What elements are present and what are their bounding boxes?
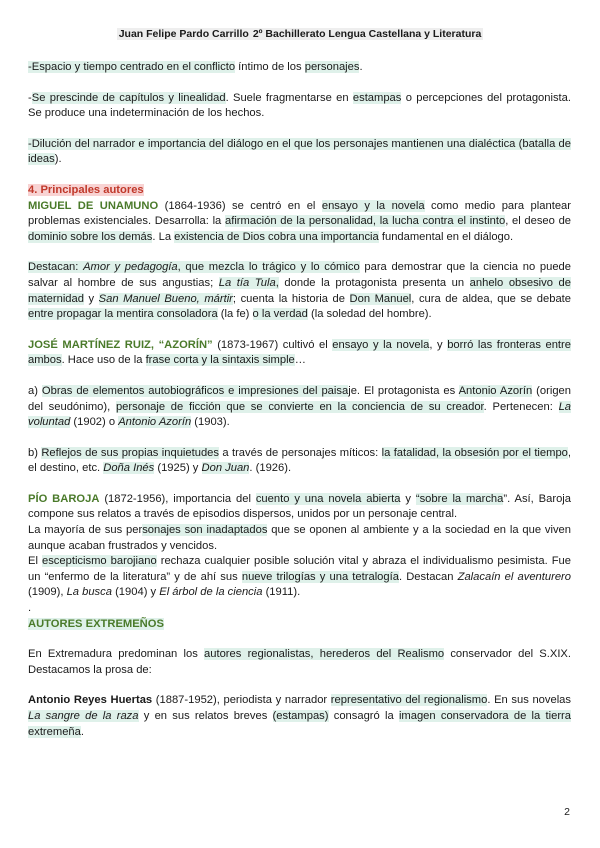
highlight: , que mezcla lo trágico y lo cómico [177, 261, 360, 274]
text: . Pertenecen: [483, 400, 559, 413]
highlight: sonajes son inadaptados [142, 524, 268, 537]
highlight: existencia de Dios cobra una importancia [174, 230, 379, 243]
text: . En sus novelas [487, 694, 572, 707]
text: (la fe) [217, 308, 253, 321]
text: ; cuenta la historia de [232, 292, 350, 305]
header-course: 2º Bachillerato Lengua Castellana y Literatura [252, 28, 482, 40]
work-title: Zalacaín el aventurero [457, 570, 571, 583]
highlight: imagen conservadora de la tierra extremeña [28, 710, 571, 738]
text: (1887-1952), periodista y narrador [152, 694, 331, 707]
paragraph-espacio [28, 60, 571, 76]
paragraph-baroja-escepticismo [28, 554, 571, 601]
text: b) [28, 446, 42, 459]
text: . Hace uso de la [61, 354, 146, 367]
author-name: PÍO BAROJA [28, 492, 100, 505]
text: (1864-1936) se centró en el [158, 199, 322, 212]
highlight: afirmación de la personalidad, la lucha contra el instinto [224, 215, 506, 228]
highlight: Se prescinde de capítulos y linealidad [31, 91, 226, 104]
highlight: escepticismo barojiano [41, 555, 157, 568]
highlight: Obras de elementos autobiográficos e impresiones del paisa [41, 384, 349, 397]
paragraph-unamuno-obras [28, 260, 571, 322]
text: como medio para plantear problemas existenciales. Desarrolla: la [28, 199, 571, 228]
text: o percepciones del protagonista. Se produce una indeterminación de los hechos. [28, 91, 571, 120]
highlight: -Dilución del narrador e importancia del diálogo en el que los personajes mantienen una dialéctica (batalla de ideas [28, 137, 571, 166]
text: . Destacan [398, 570, 458, 583]
work-title: Doña Inés [103, 462, 155, 475]
text: . La [152, 230, 175, 243]
text: (1909), [28, 586, 67, 599]
text: . Suele fragmentarse en [225, 91, 353, 104]
text: (origen del seudónimo), [28, 384, 571, 413]
text: ). [54, 153, 62, 166]
page-number: 2 [564, 806, 570, 818]
text: a través de personajes míticos: [219, 446, 382, 459]
highlight: borró las fronteras entre ambos [28, 338, 571, 367]
paragraph-azorin-b [28, 446, 571, 477]
header-author: Juan Felipe Pardo Carrillo [118, 28, 249, 40]
highlight: dominio sobre los demás [28, 230, 153, 243]
text: (1872-1956), importancia del [99, 492, 256, 505]
paragraph-azorin-a [28, 384, 571, 431]
text: fundamental en el diálogo. [378, 230, 514, 243]
text: madura predominan los [74, 648, 205, 661]
work-title: Amor y pedagogía [83, 261, 178, 274]
text: (1925) y [154, 462, 202, 475]
text: , cura de aldea, que se debate [411, 292, 572, 305]
work-title: La voluntad [28, 400, 572, 429]
highlight: personajes [304, 61, 360, 73]
text: para demostrar que la ciencia no puede salvar al hombre de sus angustias; [28, 261, 571, 289]
text: que se oponen al ambiente y a la sociedad en la que viven aunque acaban frustrados y vencidos. [28, 524, 572, 552]
text: (1911). [262, 586, 301, 599]
text: (1904) y [111, 586, 160, 599]
text: conservador del S.XIX. Destacamos la prosa de: [28, 648, 571, 676]
text: , el destino, etc. [28, 446, 572, 475]
paragraph-capitulos [28, 91, 571, 122]
paragraph-unamuno [28, 199, 571, 246]
text: a) [28, 384, 42, 397]
highlight: -Espacio y tiempo centrado en el conflicto [28, 61, 236, 73]
text: - [28, 91, 32, 104]
work-title: La tía Tula [218, 276, 276, 289]
highlight: (estampas) [272, 710, 329, 722]
highlight: nueve trilogías y una tetralogía [241, 570, 399, 583]
paragraph-azorin [28, 338, 571, 369]
text: consagró la [328, 710, 399, 722]
highlight: Reflejos de sus propias inquietudes [41, 446, 219, 459]
document-body [28, 60, 571, 740]
section-heading: 4. Principales autores [28, 183, 144, 196]
paragraph-extremadura [28, 647, 571, 678]
work-title: La sangre de la raza [28, 710, 139, 722]
work-title: Antonio Azorín [118, 416, 192, 429]
highlight: frase corta y la sintaxis simple [145, 354, 295, 367]
highlight: Don Manuel [349, 292, 412, 305]
highlight: , [275, 276, 279, 289]
text: . (1926). [249, 462, 292, 475]
highlight: personaje de ficción que se convierte en la conciencia de su creador [115, 400, 484, 413]
work-title: San Manuel Bueno, mártir [98, 292, 233, 305]
text: El [28, 555, 42, 568]
text: . [359, 61, 363, 73]
text: , y [429, 338, 448, 351]
highlight: entre propagar la mentira consoladora [28, 308, 218, 321]
text: (1873-1967) cultivó el [212, 338, 333, 351]
text: . [80, 725, 84, 738]
work-title: Don Juan [201, 462, 250, 475]
section-title-principales-autores [28, 183, 571, 199]
work-title: La busca [66, 586, 112, 599]
text: y en sus relatos breves [138, 710, 273, 722]
text: donde la protagonista presenta un [278, 276, 470, 289]
text: , el deseo de [505, 215, 572, 228]
highlight: Antonio Azorín [458, 384, 533, 397]
highlight: la fatalidad, la obsesión por el tiempo [381, 446, 568, 459]
work-title: El árbol de la ciencia [159, 586, 263, 599]
highlight: estampas [352, 91, 402, 104]
text: En Extre [28, 648, 75, 661]
highlight: o la verdad [252, 308, 308, 321]
text: y [400, 492, 416, 505]
text: je. El protagonista es [348, 384, 459, 397]
text: La mayoría de sus per [28, 524, 143, 537]
text: íntimo de los [235, 61, 305, 73]
paragraph-dilucion [28, 137, 571, 168]
stray-dot: . [28, 602, 32, 615]
text: (1902) o [70, 416, 119, 429]
highlight: cuento y una novela abierta [255, 492, 401, 505]
section-title-autores-extremenos [28, 617, 571, 633]
highlight: anhelo obsesivo de maternidad [28, 276, 571, 305]
text: (la soledad del hombre). [307, 308, 432, 321]
text: ”. Así, Baroja compone sus relatos a través de episodios dispersos, unidos por un personaje central. [28, 492, 571, 521]
text: (1903). [191, 416, 230, 429]
highlight: ensayo y la novela [321, 199, 425, 212]
page-header [0, 28, 600, 40]
highlight: autores regionalistas, herederos del Realismo [204, 648, 445, 661]
highlight: “sobre la marcha [415, 492, 504, 505]
author-name: JOSÉ MARTÍNEZ RUIZ, “AZORÍN” [28, 338, 213, 351]
author-name: MIGUEL DE UNAMUNO [28, 199, 159, 212]
highlight: Destacan: [28, 261, 84, 274]
section-heading: AUTORES EXTREMEÑOS [28, 617, 164, 630]
text: … [294, 354, 306, 367]
highlight: representativo del regionalismo [330, 694, 488, 707]
paragraph-baroja [28, 492, 571, 523]
text: y [83, 292, 99, 305]
paragraph-reyes-huertas [28, 693, 571, 740]
highlight: ensayo y la novela [332, 338, 430, 351]
author-name: Antonio Reyes Huertas [28, 694, 153, 707]
text: rechaza cualquier posible solución vital y abraza el individualismo pesimista. Fue un “enfermo de la literatura” y de ahí sus [28, 555, 571, 583]
paragraph-baroja-personajes [28, 523, 571, 554]
